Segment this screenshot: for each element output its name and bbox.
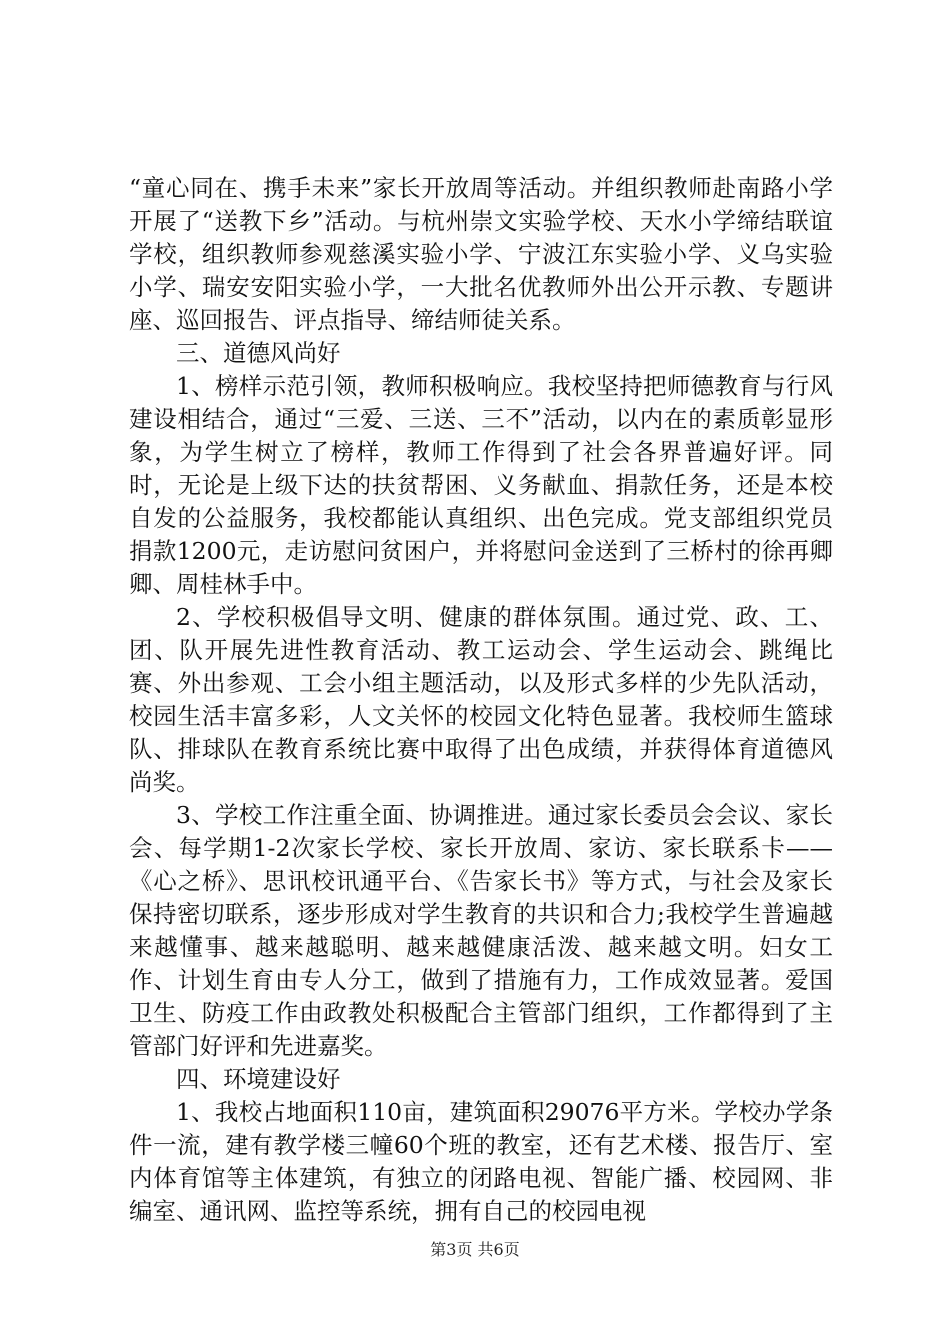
paragraph-continuation: “童心同在、携手未来”家长开放周等活动。并组织教师赴南路小学开展了“送教下乡”活动。与杭州崇文实验学校、天水小学缔结联谊学校，组织教师参观慈溪实验小学、宁波江东实验小学、义乌实验小学、瑞安安阳实验小学，一大批名优教师外出公开示教、专题讲座、巡回报告、评点指导、缔结师徒关系。 <box>129 174 833 334</box>
page-footer: 第3页 共6页 <box>430 1240 520 1259</box>
paragraph-campus-facilities: 1、我校占地面积110亩，建筑面积29076平方米。学校办学条件一流，建有教学楼三幢60个班的教室，还有艺术楼、报告厅、室内体育馆等主体建筑，有独立的闭路电视、智能广播、校园网、非编室、通讯网、监控等系统，拥有自己的校园电视 <box>129 1098 833 1225</box>
section-heading-environment: 四、环境建设好 <box>176 1065 341 1093</box>
paragraph-role-model: 1、榜样示范引领，教师积极响应。我校坚持把师德教育与行风建设相结合，通过“三爱、三送、三不”活动，以内在的素质彰显形象，为学生树立了榜样，教师工作得到了社会各界普遍好评。同时，无论是上级下达的扶贫帮困、义务献血、捐款任务，还是本校自发的公益服务，我校都能认真组织、出色完成。党支部组织党员捐款1200元，走访慰问贫困户，并将慰问金送到了三桥村的徐再卿卿、周桂林手中。 <box>129 372 833 598</box>
section-heading-moral: 三、道德风尚好 <box>176 339 341 367</box>
paragraph-civilized-atmosphere: 2、学校积极倡导文明、健康的群体氛围。通过党、政、工、团、队开展先进性教育活动、教工运动会、学生运动会、跳绳比赛、外出参观、工会小组主题活动，以及形式多样的少先队活动，校园生活丰富多彩，人文关怀的校园文化特色显著。我校师生篮球队、排球队在教育系统比赛中取得了出色成绩，并获得体育道德风尚奖。 <box>129 603 833 796</box>
document-body <box>129 172 833 1228</box>
paragraph-coordinated-work: 3、学校工作注重全面、协调推进。通过家长委员会会议、家长会、每学期1-2次家长学校、家长开放周、家访、家长联系卡——《心之桥》、思讯校讯通平台、《告家长书》等方式，与社会及家长保持密切联系，逐步形成对学生教育的共识和合力;我校学生普遍越来越懂事、越来越聪明、越来越健康活泼、越来越文明。妇女工作、计划生育由专人分工，做到了措施有力，工作成效显著。爱国卫生、防疫工作由政教处积极配合主管部门组织，工作都得到了主管部门好评和先进嘉奖。 <box>129 801 833 1060</box>
